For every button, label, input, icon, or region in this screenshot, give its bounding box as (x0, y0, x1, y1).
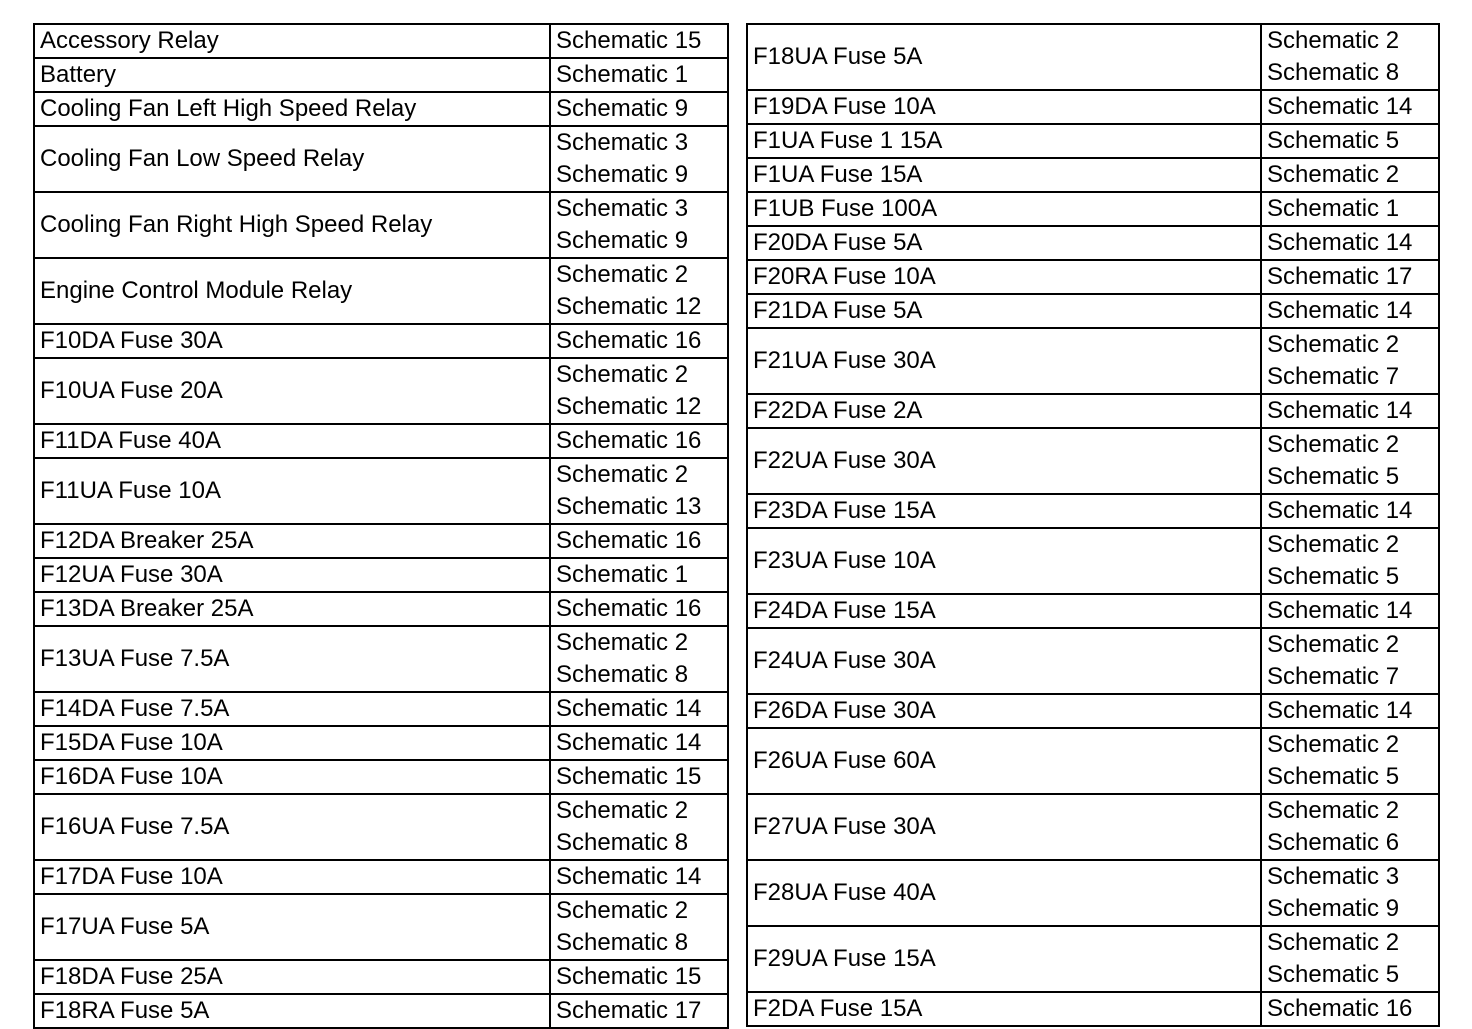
component-name-cell: F24UA Fuse 30A (747, 628, 1261, 694)
schematic-ref: Schematic 14 (1267, 397, 1413, 424)
component-name-cell: F10DA Fuse 30A (34, 324, 550, 358)
schematic-ref: Schematic 2 (1267, 929, 1400, 956)
component-name-cell: F1UA Fuse 15A (747, 158, 1261, 192)
table-row (34, 760, 728, 794)
component-name-cell: F23UA Fuse 10A (747, 528, 1261, 594)
schematic-ref: Schematic 14 (1267, 229, 1413, 256)
schematic-refs-cell (550, 960, 728, 994)
component-name-cell: F23DA Fuse 15A (747, 494, 1261, 528)
schematic-ref: Schematic 16 (556, 427, 702, 454)
schematic-ref: Schematic 5 (1267, 563, 1400, 590)
schematic-ref: Schematic 2 (1267, 27, 1400, 54)
component-name-cell: F2DA Fuse 15A (747, 992, 1261, 1026)
schematic-refs-cell (1261, 90, 1439, 124)
component-name-cell: F1UB Fuse 100A (747, 192, 1261, 226)
component-name-cell: F18DA Fuse 25A (34, 960, 550, 994)
schematic-ref: Schematic 2 (556, 361, 689, 388)
table-row (34, 126, 728, 192)
schematic-refs-cell (1261, 992, 1439, 1026)
component-name-cell: F13DA Breaker 25A (34, 592, 550, 626)
table-row (747, 328, 1439, 394)
schematic-ref: Schematic 9 (1267, 895, 1400, 922)
component-name-cell: Cooling Fan Low Speed Relay (34, 126, 550, 192)
schematic-ref: Schematic 14 (556, 863, 702, 890)
table-row (34, 524, 728, 558)
schematic-ref: Schematic 14 (1267, 497, 1413, 524)
schematic-refs-cell (1261, 394, 1439, 428)
schematic-refs-cell (1261, 124, 1439, 158)
table-row (34, 258, 728, 324)
component-name-cell: Battery (34, 58, 550, 92)
component-name-cell: F17UA Fuse 5A (34, 894, 550, 960)
schematic-ref: Schematic 8 (1267, 59, 1400, 86)
component-name-cell: Cooling Fan Left High Speed Relay (34, 92, 550, 126)
schematic-refs-cell (1261, 794, 1439, 860)
schematic-refs-cell (1261, 260, 1439, 294)
component-name-cell: F26DA Fuse 30A (747, 694, 1261, 728)
component-name-cell: Cooling Fan Right High Speed Relay (34, 192, 550, 258)
table-row (34, 592, 728, 626)
component-name-cell: Accessory Relay (34, 24, 550, 58)
schematic-ref: Schematic 1 (556, 561, 689, 588)
schematic-ref: Schematic 14 (556, 695, 702, 722)
component-name-cell: F29UA Fuse 15A (747, 926, 1261, 992)
table-row (34, 324, 728, 358)
table-row (747, 926, 1439, 992)
schematic-refs-cell (550, 358, 728, 424)
table-row (747, 694, 1439, 728)
schematic-refs-cell (1261, 24, 1439, 90)
schematic-ref: Schematic 16 (556, 527, 702, 554)
table-row (747, 494, 1439, 528)
component-name-cell: F28UA Fuse 40A (747, 860, 1261, 926)
schematic-refs-cell (550, 126, 728, 192)
table-row (34, 994, 728, 1028)
table-row (747, 226, 1439, 260)
schematic-refs-cell (550, 626, 728, 692)
schematic-refs-cell (550, 24, 728, 58)
component-name-cell: F27UA Fuse 30A (747, 794, 1261, 860)
component-name-cell: F20DA Fuse 5A (747, 226, 1261, 260)
component-name-cell: F18UA Fuse 5A (747, 24, 1261, 90)
table-row (34, 92, 728, 126)
schematic-ref: Schematic 2 (1267, 631, 1400, 658)
schematic-ref: Schematic 7 (1267, 363, 1400, 390)
schematic-refs-cell (550, 458, 728, 524)
component-name-cell: F21DA Fuse 5A (747, 294, 1261, 328)
table-row (34, 58, 728, 92)
schematic-refs-cell (1261, 728, 1439, 794)
schematic-ref: Schematic 8 (556, 829, 689, 856)
component-name-cell: F17DA Fuse 10A (34, 860, 550, 894)
schematic-ref: Schematic 14 (1267, 93, 1413, 120)
schematic-ref: Schematic 8 (556, 929, 689, 956)
schematic-ref: Schematic 12 (556, 393, 702, 420)
component-name-cell: F19DA Fuse 10A (747, 90, 1261, 124)
table-row (34, 558, 728, 592)
component-name-cell: F20RA Fuse 10A (747, 260, 1261, 294)
table-row (747, 628, 1439, 694)
table-row (34, 24, 728, 58)
schematic-ref: Schematic 15 (556, 963, 702, 990)
schematic-refs-cell (550, 524, 728, 558)
schematic-refs-cell (1261, 192, 1439, 226)
table-row (34, 726, 728, 760)
schematic-ref: Schematic 6 (1267, 829, 1400, 856)
schematic-refs-cell (550, 860, 728, 894)
table-body (747, 24, 1439, 1026)
table-row (747, 794, 1439, 860)
schematic-ref: Schematic 13 (556, 493, 702, 520)
schematic-refs-cell (1261, 158, 1439, 192)
schematic-ref: Schematic 2 (1267, 161, 1400, 188)
schematic-ref: Schematic 14 (556, 729, 702, 756)
component-name-cell: Engine Control Module Relay (34, 258, 550, 324)
component-name-cell: F11UA Fuse 10A (34, 458, 550, 524)
table-row (747, 528, 1439, 594)
component-name-cell: F13UA Fuse 7.5A (34, 626, 550, 692)
schematic-ref: Schematic 14 (1267, 697, 1413, 724)
schematic-refs-cell (1261, 328, 1439, 394)
schematic-ref: Schematic 14 (1267, 597, 1413, 624)
component-name-cell: F12UA Fuse 30A (34, 558, 550, 592)
component-name-cell: F22DA Fuse 2A (747, 394, 1261, 428)
table-row (747, 260, 1439, 294)
schematic-ref: Schematic 2 (556, 629, 689, 656)
table-row (747, 294, 1439, 328)
table-row (34, 626, 728, 692)
table-row (747, 860, 1439, 926)
schematic-ref: Schematic 5 (1267, 127, 1400, 154)
schematic-ref: Schematic 3 (556, 129, 689, 156)
schematic-refs-cell (550, 424, 728, 458)
schematic-refs-cell (1261, 528, 1439, 594)
schematic-ref: Schematic 16 (556, 595, 702, 622)
table-row (747, 192, 1439, 226)
table-row (747, 594, 1439, 628)
schematic-refs-cell (1261, 926, 1439, 992)
schematic-ref: Schematic 8 (556, 661, 689, 688)
table-row (747, 394, 1439, 428)
schematic-ref: Schematic 16 (1267, 995, 1413, 1022)
schematic-refs-cell (550, 558, 728, 592)
schematic-refs-cell (550, 994, 728, 1028)
schematic-ref: Schematic 17 (1267, 263, 1413, 290)
component-name-cell: F21UA Fuse 30A (747, 328, 1261, 394)
schematic-ref: Schematic 2 (556, 797, 689, 824)
schematic-ref: Schematic 5 (1267, 763, 1400, 790)
schematic-refs-cell (1261, 860, 1439, 926)
table-row (34, 960, 728, 994)
schematic-refs-cell (1261, 294, 1439, 328)
component-name-cell: F1UA Fuse 1 15A (747, 124, 1261, 158)
schematic-refs-cell (550, 726, 728, 760)
schematic-ref: Schematic 2 (556, 461, 689, 488)
schematic-ref: Schematic 17 (556, 997, 702, 1024)
component-name-cell: F22UA Fuse 30A (747, 428, 1261, 494)
component-name-cell: F18RA Fuse 5A (34, 994, 550, 1028)
schematic-refs-cell (1261, 694, 1439, 728)
table-row (34, 192, 728, 258)
component-name-cell: F26UA Fuse 60A (747, 728, 1261, 794)
table-body (34, 24, 728, 1028)
table-row (747, 90, 1439, 124)
component-name-cell: F11DA Fuse 40A (34, 424, 550, 458)
schematic-ref: Schematic 1 (1267, 195, 1400, 222)
schematic-refs-cell (1261, 226, 1439, 260)
table-row (747, 428, 1439, 494)
table-row (747, 124, 1439, 158)
schematic-refs-cell (550, 92, 728, 126)
schematic-ref: Schematic 7 (1267, 663, 1400, 690)
schematic-ref: Schematic 15 (556, 27, 702, 54)
schematic-refs-cell (1261, 628, 1439, 694)
component-name-cell: F14DA Fuse 7.5A (34, 692, 550, 726)
component-name-cell: F16DA Fuse 10A (34, 760, 550, 794)
table-row (747, 992, 1439, 1026)
table-row (34, 358, 728, 424)
schematic-refs-cell (1261, 494, 1439, 528)
schematic-refs-cell (550, 324, 728, 358)
table-row (34, 424, 728, 458)
table-row (34, 458, 728, 524)
schematic-refs-cell (550, 592, 728, 626)
table-row (747, 24, 1439, 90)
component-index-table-left (33, 23, 729, 1029)
schematic-refs-cell (550, 258, 728, 324)
component-name-cell: F24DA Fuse 15A (747, 594, 1261, 628)
component-name-cell: F16UA Fuse 7.5A (34, 794, 550, 860)
schematic-ref: Schematic 2 (1267, 731, 1400, 758)
component-name-cell: F12DA Breaker 25A (34, 524, 550, 558)
schematic-ref: Schematic 5 (1267, 961, 1400, 988)
schematic-refs-cell (550, 794, 728, 860)
schematic-ref: Schematic 12 (556, 293, 702, 320)
schematic-ref: Schematic 9 (556, 227, 689, 254)
component-name-cell: F10UA Fuse 20A (34, 358, 550, 424)
table-row (747, 728, 1439, 794)
schematic-ref: Schematic 16 (556, 327, 702, 354)
schematic-ref: Schematic 3 (556, 195, 689, 222)
component-name-cell: F15DA Fuse 10A (34, 726, 550, 760)
table-row (34, 794, 728, 860)
schematic-ref: Schematic 2 (1267, 331, 1400, 358)
schematic-ref: Schematic 1 (556, 61, 689, 88)
schematic-ref: Schematic 2 (1267, 431, 1400, 458)
schematic-ref: Schematic 2 (556, 261, 689, 288)
schematic-ref: Schematic 5 (1267, 463, 1400, 490)
component-index-table-right (746, 23, 1440, 1027)
table-row (34, 894, 728, 960)
schematic-ref: Schematic 2 (1267, 797, 1400, 824)
schematic-refs-cell (550, 192, 728, 258)
schematic-refs-cell (1261, 428, 1439, 494)
table-row (34, 860, 728, 894)
schematic-refs-cell (550, 760, 728, 794)
schematic-ref: Schematic 2 (1267, 531, 1400, 558)
table-row (34, 692, 728, 726)
table-row (747, 158, 1439, 192)
schematic-ref: Schematic 15 (556, 763, 702, 790)
schematic-ref: Schematic 2 (556, 897, 689, 924)
schematic-refs-cell (550, 58, 728, 92)
schematic-ref: Schematic 14 (1267, 297, 1413, 324)
schematic-refs-cell (550, 692, 728, 726)
schematic-refs-cell (550, 894, 728, 960)
schematic-ref: Schematic 3 (1267, 863, 1400, 890)
schematic-ref: Schematic 9 (556, 161, 689, 188)
schematic-refs-cell (1261, 594, 1439, 628)
schematic-ref: Schematic 9 (556, 95, 689, 122)
